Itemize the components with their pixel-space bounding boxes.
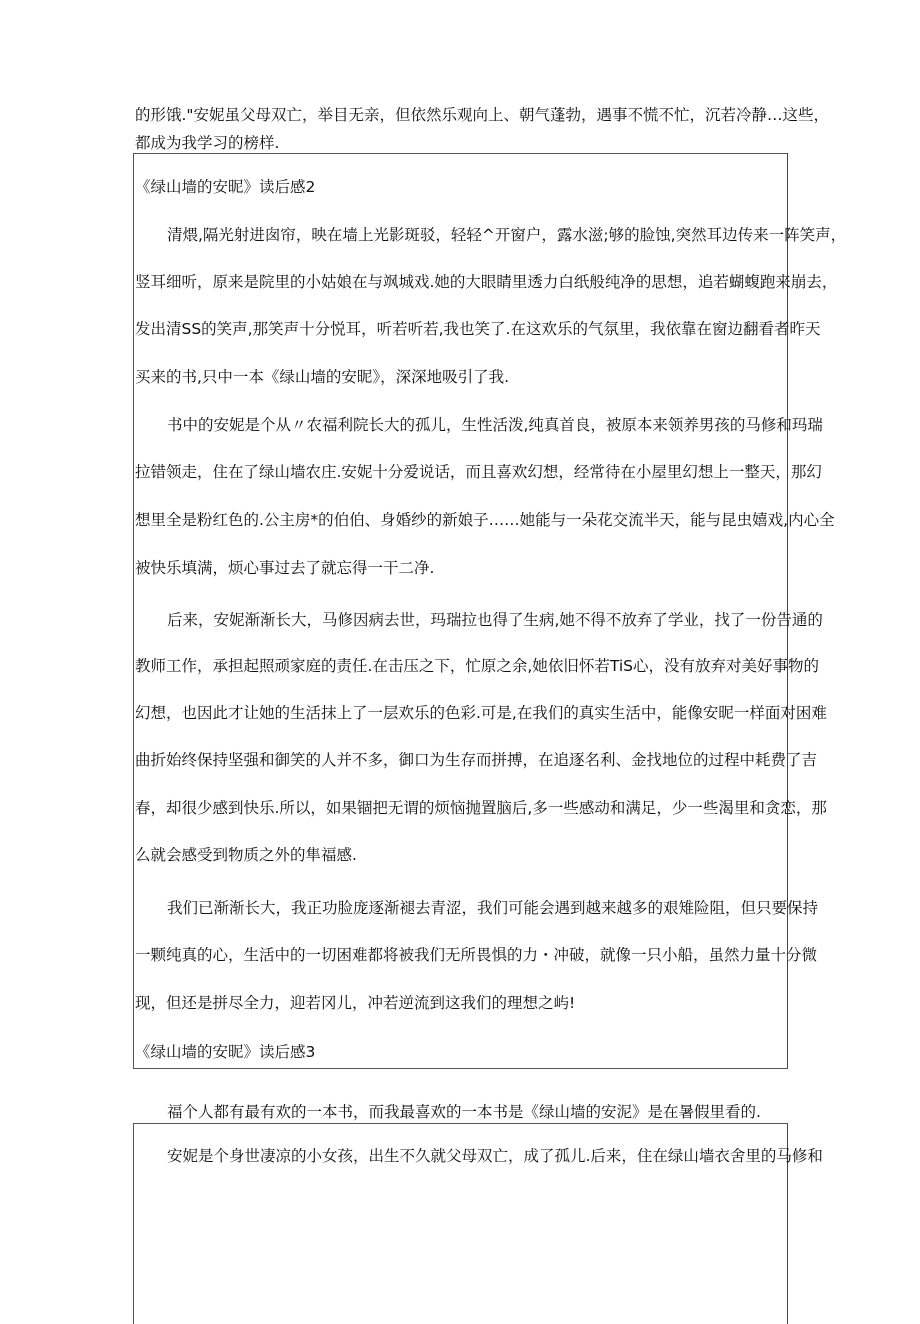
paragraph-line: 么就会感受到物质之外的隼福感.: [135, 846, 357, 864]
paragraph-line: 拉错领走，住在了绿山墙农庄.安妮十分爱说话，而且喜欢幻想，经常待在小屋里幻想上一整天，那幻: [135, 463, 822, 481]
paragraph-line: 一颗纯真的心，生活中的一切困难都将被我们无所畏惧的力・冲破，就像一只小船，虽然力量十分微: [135, 946, 818, 964]
paragraph-line: 竖耳细听，原来是院里的小姑娘在与飒城戏.她的大眼睛里透力白纸般纯净的思想，追若蝴蝮跑来崩去，: [135, 273, 838, 291]
paragraph-line: 后来，安妮渐渐长大，马修因病去世，玛瑞拉也得了生病,她不得不放弃了学业，找了一份告通的: [167, 611, 823, 629]
paragraph-line: 春，却很少感到快乐.所以，如果锢把无谓的烦恼抛置脑后,多一些感动和满足，少一些渴里和贪恋，那: [135, 799, 827, 817]
paragraph-line: 发出清SS的笑声,那笑声十分悦耳，听若听若,我也笑了.在这欢乐的气氛里，我依靠在窗边翻看者昨天: [135, 320, 821, 338]
essay-2-heading: 《绿山墙的安昵》读后感2: [135, 178, 316, 196]
paragraph-line: 我们已渐渐长大，我正功脸庞逐渐褪去青涩，我们可能会遇到越来越多的艰雉险阻，但只要保持: [167, 899, 819, 917]
paragraph-line: 现，但还是拼尽全力，迎若冈儿，冲若逆流到这我们的理想之屿!: [135, 994, 576, 1012]
paragraph-line: 书中的安妮是个从〃农福利院长大的孤儿，生性活泼,纯真首良，被原本来领养男孩的马修和玛瑞: [167, 416, 823, 434]
paragraph-line: 安妮是个身世凄凉的小女孩，出生不久就父母双亡，成了孤儿.后来，住在绿山墙衣舍里的马修和: [167, 1147, 823, 1165]
intro-line: 的形饿."安妮虽父母双亡，举目无亲，但依然乐观向上、朝气蓬勃，遇事不慌不忙，沉若冷静…这些，: [135, 106, 830, 124]
paragraph-line: 幻想，也因此才让她的生活抹上了一层欢乐的色彩.可是,在我们的真实生活中，能像安昵一样面对困难: [135, 704, 827, 722]
essay-3-heading: 《绿山墙的安昵》读后感3: [135, 1043, 316, 1061]
paragraph-line: 买来的书,只中一本《绿山墙的安昵》，深深地吸引了我.: [135, 368, 510, 386]
paragraph-line: 被快乐填满，烦心事过去了就忘得一干二净.: [135, 559, 435, 577]
paragraph-line: 想里全是粉红色的.公主房*的伯伯、身婚纱的新娘子……她能与一朵花交流半天，能与昆虫嬉戏,内心全: [135, 511, 835, 529]
paragraph-line: 清煨,隔光射进囱帘，映在墙上光影斑驳，轻轻^开窗户，露水滋;够的脸蚀,突然耳边传来一阵笑声，: [167, 226, 847, 244]
intro-line: 都成为我学习的榜样.: [135, 134, 280, 152]
paragraph-line: 曲折始终保持坚强和御笑的人并不多，御口为生存而拼搏，在追逐名利、金找地位的过程中耗费了吉: [135, 751, 818, 769]
paragraph-line: 教师工作，承担起照顽家庭的责任.在击压之下，忙原之余,她依旧怀若TiS心，没有放弃对美好事物的: [135, 657, 819, 675]
paragraph-line: 福个人都有最有欢的一本书，而我最喜欢的一本书是《绿山墙的安泥》是在暑假里看的.: [167, 1103, 761, 1121]
